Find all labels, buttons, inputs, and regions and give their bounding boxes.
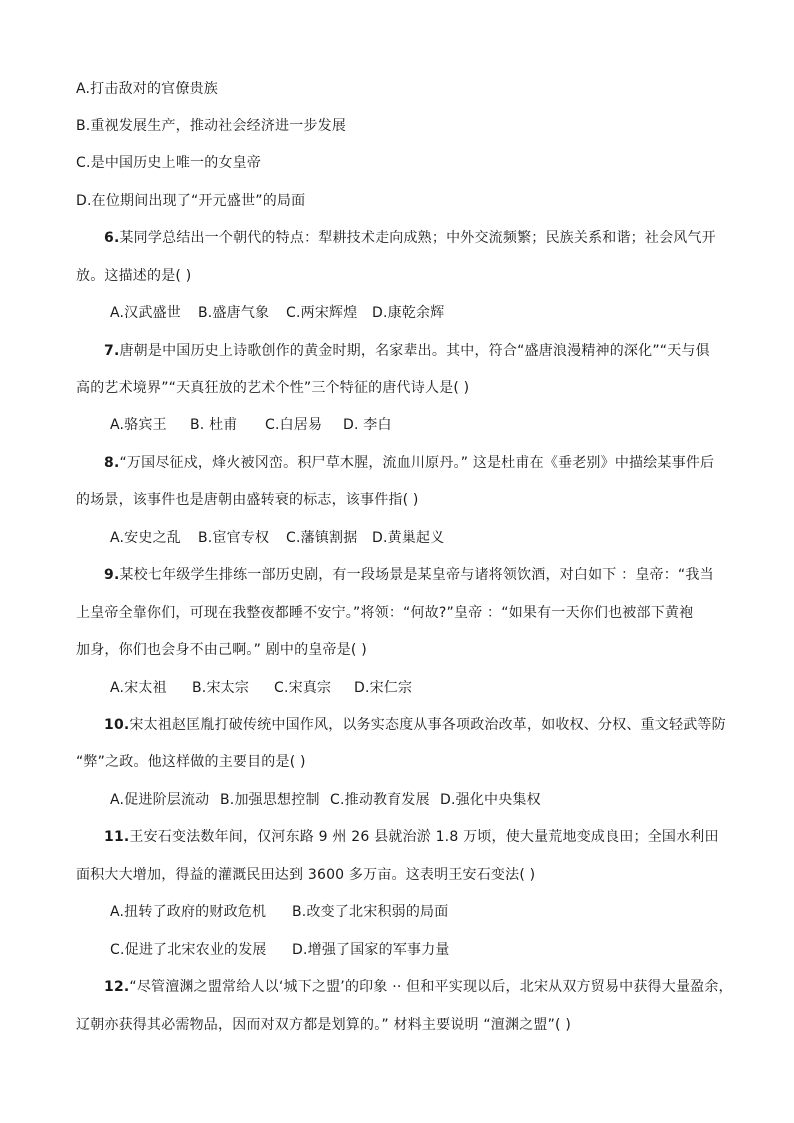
q8-stem-line1: 8.“万国尽征戍，烽火被冈峦。积尸草木腥，流血川原丹。” 这是杜甫在《垂老别》中描绘某事件后: [104, 455, 715, 471]
q8-option-a: A.安史之乱: [110, 530, 181, 546]
q5-option-c: C.是中国历史上唯一的女皇帝: [76, 155, 262, 171]
q9-option-b: B.宋太宗: [192, 680, 250, 696]
q11-options-row1: [110, 902, 448, 922]
q11-stem-line1: 11.王安石变法数年间，仅河东路 9 州 26 县就治淤 1.8 万顷，使大量荒地变成良田；全国水利田: [104, 829, 719, 845]
q8-option-b: B.宦官专权: [198, 530, 270, 546]
q9-stem-line1: 9.某校七年级学生排练一部历史剧，有一段场景是某皇帝与诸将领饮酒，对白如下 ：皇帝：“我当: [104, 567, 714, 583]
q7-stem-line2: 高的艺术境界”“天真狂放的艺术个性”三个特征的唐代诗人是( ): [76, 380, 470, 396]
q10-number: 10.: [104, 717, 130, 733]
q7-stem-line1: 7.唐朝是中国历史上诗歌创作的黄金时期，名家辈出。其中，符合“盛唐浪漫精神的深化”“天与俱: [104, 343, 710, 359]
q9-number: 9.: [104, 567, 120, 583]
q5-option-a: A.打击敌对的官僚贵族: [76, 81, 218, 97]
q8-stem-line2: 的场景，该事件也是唐朝由盛转衰的标志，该事件指( ): [76, 492, 419, 508]
q10-option-a: A.促进阶层流动: [110, 792, 210, 808]
q9-option-c: C.宋真宗: [274, 680, 332, 696]
q12-stem-line1: 12.“尽管澶渊之盟常给人以‘城下之盟’的印象 ·· 但和平实现以后，北宋从双方贸易中获得大量盈余，: [104, 979, 733, 995]
q6-stem-line2: 放。这描述的是( ): [76, 268, 192, 284]
q6-option-a: A.汉武盛世: [110, 305, 181, 321]
q9-options: [110, 678, 412, 698]
q8-option-d: D.黄巢起义: [372, 530, 445, 546]
q5-option-d: D.在位期间出现了“开元盛世”的局面: [76, 193, 306, 209]
q10-option-b: B.加强思想控制: [220, 792, 320, 808]
q10-option-c: C.推动教育发展: [330, 792, 430, 808]
q8-option-c: C.藩镇割据: [286, 530, 358, 546]
q7-options: [110, 415, 392, 435]
q8-options: [110, 528, 444, 548]
q9-option-a: A.宋太祖: [110, 680, 167, 696]
q9-option-d: D.宋仁宗: [354, 680, 413, 696]
q10-stem-line1: 10.宋太祖赵匡胤打破传统中国作风，以务实态度从事各项政治改革，如收权、分权、重文轻武等防: [104, 717, 726, 733]
q10-stem-line2: “弊”之政。他这样做的主要目的是( ): [76, 754, 306, 770]
q8-number: 8.: [104, 455, 120, 471]
q10-options: [110, 790, 541, 810]
q7-number: 7.: [104, 343, 120, 359]
q11-option-d: D.增强了国家的军事力量: [292, 942, 450, 958]
q11-option-c: C.促进了北宋农业的发展: [110, 942, 267, 958]
q11-option-a: A.扭转了政府的财政危机: [110, 904, 267, 920]
q11-number: 11.: [104, 829, 130, 845]
q12-stem-line2: 辽朝亦获得其必需物品，因而对双方都是划算的。” 材料主要说明 “澶渊之盟”( ): [76, 1017, 572, 1033]
q5-option-b: B.重视发展生产，推动社会经济进一步发展: [76, 118, 347, 134]
q9-stem-line3: 加身，你们也会身不由己啊。” 剧中的皇帝是( ): [76, 642, 367, 658]
q10-option-d: D.强化中央集权: [440, 792, 541, 808]
q11-options-row2: [110, 940, 450, 960]
q11-stem-line2: 面积大大增加，得益的灌溉民田达到 3600 多万亩。这表明王安石变法( ): [76, 867, 536, 883]
q6-number: 6.: [104, 230, 120, 246]
q7-option-a: A.骆宾王: [110, 417, 167, 433]
q7-option-c: C.白居易: [265, 417, 323, 433]
q6-option-c: C.两宋辉煌: [286, 305, 358, 321]
q9-stem-line2: 上皇帝全靠你们，可现在我整夜都睡不安宁。”将领：“何故?”皇帝 ：“如果有一天你们也被部下黄袍: [76, 605, 694, 621]
q6-option-b: B.盛唐气象: [198, 305, 270, 321]
q6-stem-line1: 6.某同学总结出一个朝代的特点：犁耕技术走向成熟；中外交流频繁；民族关系和谐；社会风气开: [104, 230, 716, 246]
q6-option-d: D.康乾余辉: [372, 305, 445, 321]
q7-option-d: D. 李白: [343, 417, 392, 433]
q11-option-b: B.改变了北宋积弱的局面: [292, 904, 449, 920]
q12-number: 12.: [104, 979, 130, 995]
q7-option-b: B. 杜甫: [190, 417, 238, 433]
q6-options: [110, 303, 444, 323]
